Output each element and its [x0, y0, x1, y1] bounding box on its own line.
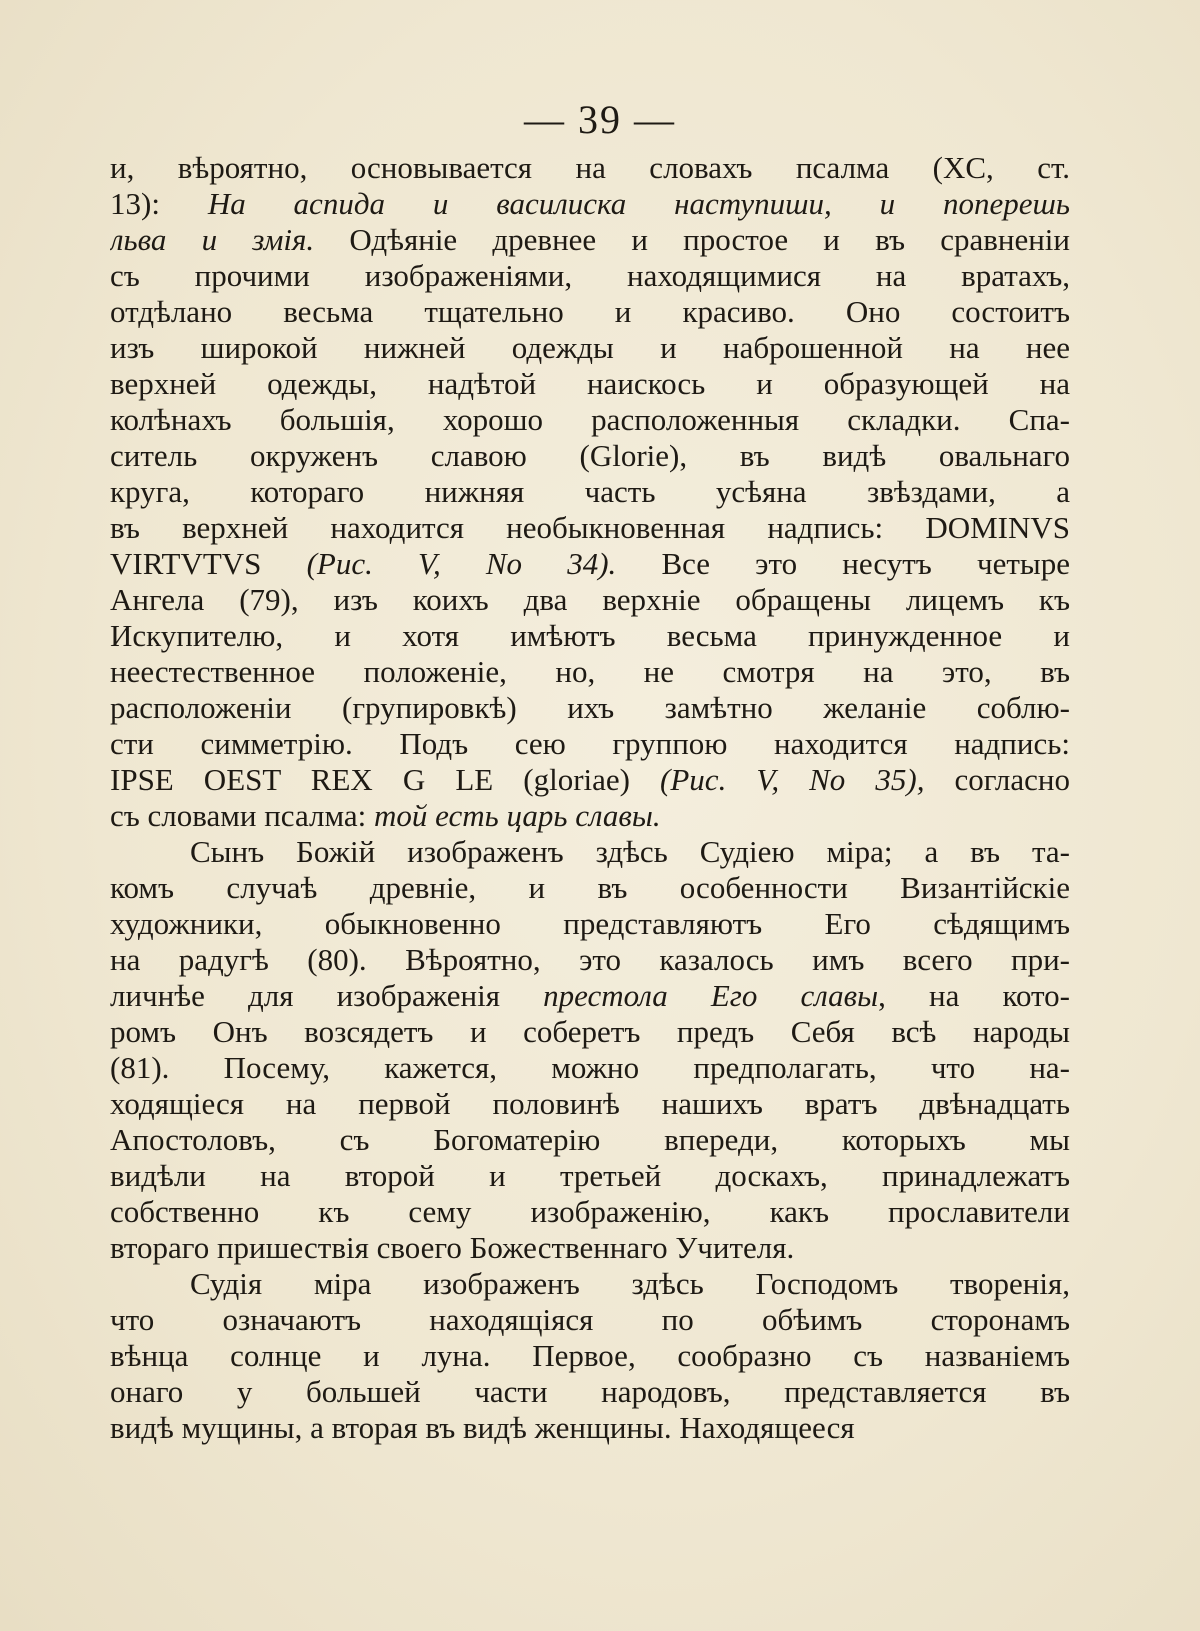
text-run: видѣли на второй и третьей доскахъ, принадлежатъ	[110, 1158, 1070, 1193]
text-run: колѣнахъ большія, хорошо расположенныя складки. Спа-	[110, 402, 1070, 437]
text-line	[110, 1122, 1070, 1158]
text-line	[110, 582, 1070, 618]
text-run: съ прочими изображеніями, находящимися на вратахъ,	[110, 258, 1070, 293]
text-run: (81). Посему, кажется, можно предполагать, что на-	[110, 1050, 1070, 1085]
page-number: — 39 —	[524, 97, 676, 142]
text-run: верхней одежды, надѣтой наискось и образующей на	[110, 366, 1070, 401]
text-run: отдѣлано весьма тщательно и красиво. Оно состоитъ	[110, 294, 1070, 329]
text-line	[110, 1050, 1070, 1086]
text-run: личнѣе для изображенія	[110, 978, 544, 1013]
italic-text: престола Его славы	[543, 978, 879, 1013]
text-run: съ словами псалма:	[110, 798, 374, 833]
text-run: ситель окруженъ славою (Glorie), въ видѣ овальнаго	[110, 438, 1070, 473]
text-run: сти симметрію. Подъ сею группою находится надпись:	[110, 726, 1070, 761]
text-run: комъ случаѣ древніе, и въ особенности Византійскіе	[110, 870, 1070, 905]
text-run: Апостоловъ, съ Богоматерію впереди, которыхъ мы	[110, 1122, 1070, 1157]
italic-text: льва и змія.	[110, 222, 315, 257]
text-run: вѣнца солнце и луна. Первое, сообразно съ названіемъ	[110, 1338, 1070, 1373]
text-run: на радугѣ (80). Вѣроятно, это казалось имъ всего при-	[110, 942, 1070, 977]
text-run: расположеніи (групировкѣ) ихъ замѣтно желаніе соблю-	[110, 690, 1070, 725]
text-line	[110, 942, 1070, 978]
text-line	[110, 510, 1070, 546]
text-line	[110, 1230, 1070, 1266]
text-run: изъ широкой нижней одежды и наброшенной на нее	[110, 330, 1070, 365]
text-line	[110, 798, 1070, 834]
text-run: IPSE OEST REX G LE (gloriae)	[110, 762, 661, 797]
text-run: ходящіеся на первой половинѣ нашихъ вратъ двѣнадцать	[110, 1086, 1070, 1121]
text-line	[110, 150, 1070, 186]
text-line	[110, 1086, 1070, 1122]
text-line	[110, 906, 1070, 942]
italic-text: той есть царь славы.	[373, 798, 661, 833]
text-line	[110, 330, 1070, 366]
text-line	[110, 402, 1070, 438]
italic-text: (Рис. V, No 35),	[660, 762, 925, 797]
text-line	[110, 1410, 1070, 1446]
text-line	[110, 474, 1070, 510]
text-run: круга, котораго нижняя часть усѣяна звѣздами, а	[110, 474, 1070, 509]
text-line	[110, 546, 1070, 582]
text-line	[110, 294, 1070, 330]
italic-text: (Рис. V, No 34).	[306, 546, 617, 581]
text-run: художники, обыкновенно представляютъ Его сѣдящимъ	[110, 906, 1070, 941]
text-line	[110, 1194, 1070, 1230]
text-line	[110, 186, 1070, 222]
text-run: что означаютъ находящіяся по обѣимъ сторонамъ	[110, 1302, 1070, 1337]
text-line	[110, 654, 1070, 690]
text-line	[110, 1374, 1070, 1410]
text-run: VIRTVTVS	[110, 546, 307, 581]
text-run: Сынъ Божій изображенъ здѣсь Судіею міра; а въ та-	[190, 834, 1070, 869]
text-line	[110, 1338, 1070, 1374]
text-line	[110, 618, 1070, 654]
text-run: видѣ мущины, а вторая въ видѣ женщины. Находящееся	[110, 1410, 855, 1445]
text-run: ромъ Онъ возсядетъ и соберетъ предъ Себя всѣ народы	[110, 1014, 1070, 1049]
text-run: Ангела (79), изъ коихъ два верхніе обращены лицемъ къ	[110, 582, 1070, 617]
text-line	[110, 438, 1070, 474]
text-run: Все это несутъ четыре	[616, 546, 1070, 581]
text-line	[110, 1158, 1070, 1194]
italic-text: На аспида и василиска наступиши, и поперешь	[207, 186, 1070, 221]
text-run: согласно	[924, 762, 1070, 797]
text-line	[110, 726, 1070, 762]
text-line	[110, 222, 1070, 258]
text-run: Искупителю, и хотя имѣютъ весьма принужденное и	[110, 618, 1070, 653]
text-line	[110, 978, 1070, 1014]
text-line	[110, 258, 1070, 294]
text-run: въ верхней находится необыкновенная надпись: DOMINVS	[110, 510, 1070, 545]
text-run: и, вѣроятно, основывается на словахъ псалма (XC, ст.	[110, 150, 1070, 185]
text-line	[110, 870, 1070, 906]
text-run: втораго пришествія своего Божественнаго Учителя.	[110, 1230, 795, 1265]
text-run: Судія міра изображенъ здѣсь Господомъ творенія,	[190, 1266, 1070, 1301]
text-run: 13):	[110, 186, 208, 221]
text-run: , на кото-	[878, 978, 1070, 1013]
text-run: собственно къ сему изображенію, какъ прославители	[110, 1194, 1070, 1229]
text-line	[110, 1014, 1070, 1050]
body-text	[110, 150, 1070, 1446]
text-run: онаго у большей части народовъ, представляется въ	[110, 1374, 1070, 1409]
text-run: Одѣяніе древнее и простое и въ сравненіи	[314, 222, 1070, 257]
text-line	[110, 690, 1070, 726]
text-run: неестественное положеніе, но, не смотря на это, въ	[110, 654, 1070, 689]
text-line	[110, 762, 1070, 798]
text-line	[110, 1302, 1070, 1338]
text-line	[110, 366, 1070, 402]
text-line	[110, 834, 1070, 870]
text-line	[110, 1266, 1070, 1302]
